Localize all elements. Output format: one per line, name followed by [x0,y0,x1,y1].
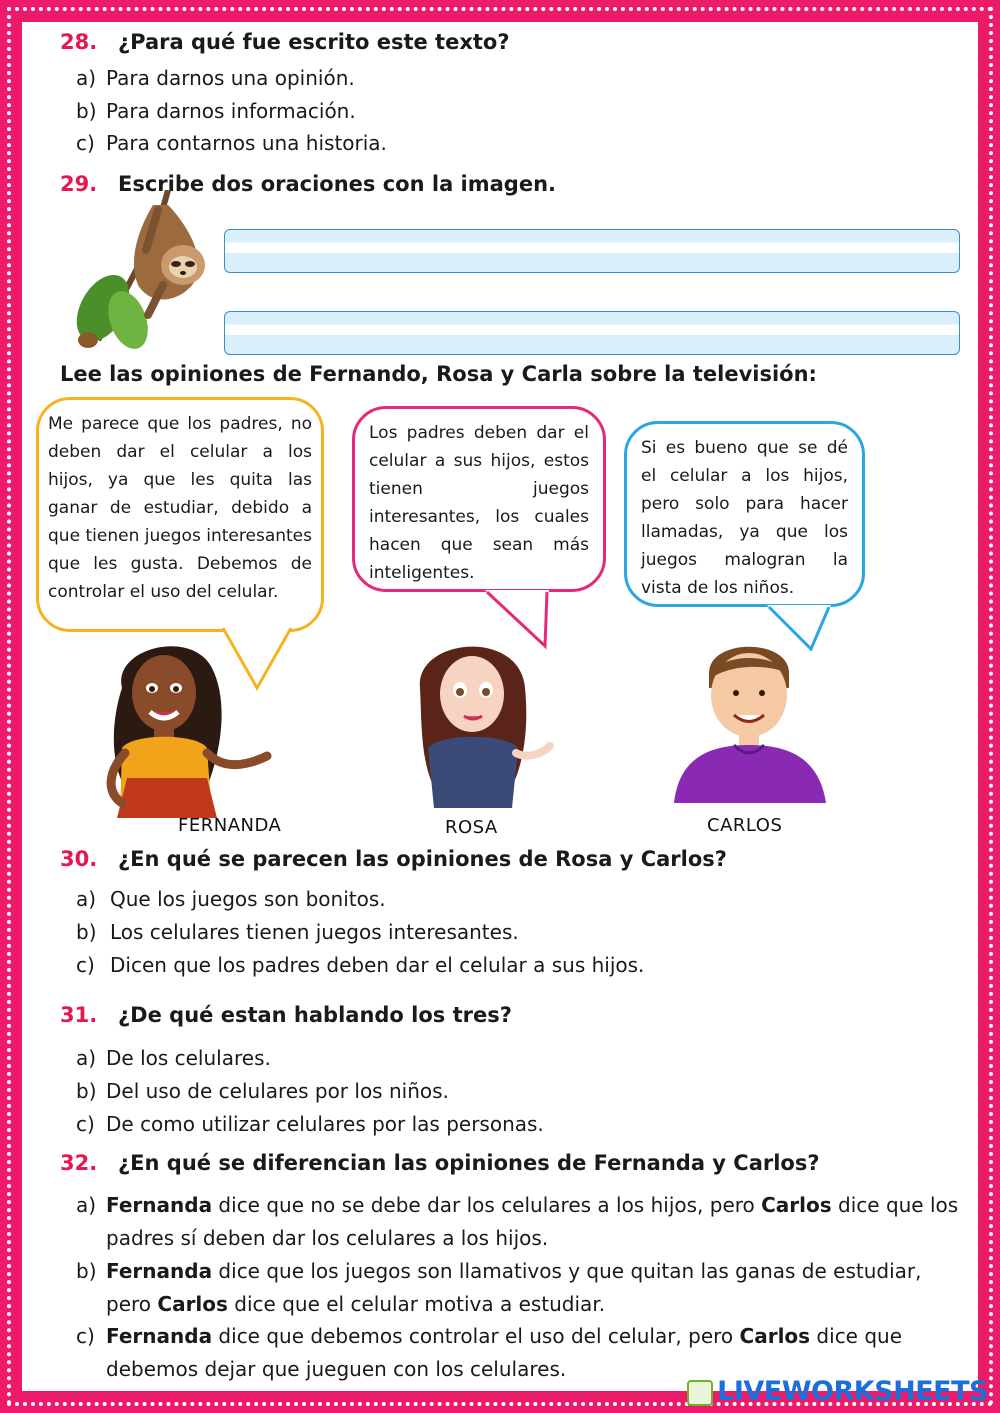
option-text: Para contarnos una historia. [106,131,387,155]
option-letter: a) [76,1193,97,1217]
opinion-bubble-rosa [352,406,606,592]
q30-option-a[interactable] [76,887,386,911]
question-text: ¿De qué estan hablando los tres? [118,1003,512,1027]
option-letter: a) [76,887,97,911]
fernanda-avatar [92,628,272,818]
character-name-carlos: CARLOS [707,815,783,836]
question-text: ¿En qué se diferencian las opiniones de Fernanda y Carlos? [118,1151,820,1175]
name-fernanda: Fernanda [106,1324,213,1348]
question-32 [60,1151,820,1175]
q28-option-a[interactable] [76,66,355,90]
liveworksheets-logo[interactable] [687,1376,988,1407]
rosa-avatar [400,628,560,808]
question-30 [60,847,727,871]
opinion-text: Los padres deben dar el celular a sus hijos, estos tienen juegos interesantes, los cuales hacen que sean más inteligentes. [369,423,589,583]
opinion-text: Me parece que los padres, no deben dar el celular a los hijos, ya que les quita las ganar de estudiar, debido a que tienen juegos interesantes que les gusta. Debemos de controlar el uso del celular. [48,414,312,602]
q28-option-b[interactable] [76,99,356,123]
option-text-part: dice que los juegos son llamativos y que quitan las ganas de estudiar, pero [106,1259,922,1316]
option-text-part: dice que los padres sí deben dar los celulares a los hijos. [106,1193,959,1250]
option-text: Para darnos información. [106,99,356,123]
option-text: De como utilizar celulares por las personas. [106,1112,544,1136]
q30-option-c[interactable] [76,953,644,977]
option-letter: a) [76,1046,97,1070]
q28-option-c[interactable] [76,131,387,155]
name-carlos: Carlos [157,1292,228,1316]
carlos-avatar [664,633,834,805]
question-28 [60,30,510,54]
option-text-part: dice que el celular motiva a estudiar. [227,1292,606,1316]
q32-option-a[interactable] [76,1189,966,1255]
option-text [106,1189,966,1255]
name-carlos: Carlos [761,1193,832,1217]
opinion-text: Si es bueno que se dé el celular a los hijos, pero solo para hacer llamadas, ya que los juegos malogran la vista de los niños. [641,438,848,598]
opinion-bubble-fernanda [36,397,324,632]
option-text: Para darnos una opinión. [106,66,355,90]
option-text: Los celulares tienen juegos interesantes. [110,920,519,944]
question-text: ¿En qué se parecen las opiniones de Rosa y Carlos? [118,847,727,871]
opinion-bubble-carlos [624,421,865,607]
logo-text: LIVEWORKSHEETS [717,1376,988,1407]
option-text: Dicen que los padres deben dar el celular a sus hijos. [110,953,645,977]
name-fernanda: Fernanda [106,1259,213,1283]
liveworksheets-logo-icon [687,1380,713,1406]
option-letter: c) [76,1324,95,1348]
option-text: Que los juegos son bonitos. [110,887,386,911]
option-letter: c) [76,131,95,155]
question-text: ¿Para qué fue escrito este texto? [118,30,510,54]
question-number: 31. [60,1003,98,1027]
option-letter: b) [76,99,97,123]
character-name-rosa: ROSA [445,817,498,838]
question-number: 30. [60,847,98,871]
option-text-part: dice que debemos dejar que jueguen con los celulares. [106,1324,903,1381]
name-fernanda: Fernanda [106,1193,213,1217]
q31-option-a[interactable] [76,1046,271,1070]
q30-option-b[interactable] [76,920,519,944]
answer-field-1[interactable] [224,229,960,273]
q31-option-c[interactable] [76,1112,544,1136]
character-name-fernanda: FERNANDA [178,815,282,836]
option-text: De los celulares. [106,1046,271,1070]
q32-option-b[interactable] [76,1255,966,1321]
question-number: 29. [60,172,98,196]
sloth-on-branch-icon [58,190,218,365]
option-text-part: dice que debemos controlar el uso del celular, pero [212,1324,740,1348]
question-number: 32. [60,1151,98,1175]
question-number: 28. [60,30,98,54]
name-carlos: Carlos [739,1324,811,1348]
question-text: Escribe dos oraciones con la imagen. [118,172,557,196]
question-31 [60,1003,512,1027]
q31-option-b[interactable] [76,1079,449,1103]
option-letter: c) [76,953,95,977]
option-letter: b) [76,1259,97,1283]
section-intro: Lee las opiniones de Fernando, Rosa y Carla sobre la televisión: [60,362,817,386]
option-letter: c) [76,1112,95,1136]
option-letter: a) [76,66,97,90]
answer-field-2[interactable] [224,311,960,355]
option-text: Del uso de celulares por los niños. [106,1079,449,1103]
option-letter: b) [76,1079,97,1103]
option-text [106,1255,966,1321]
option-letter: b) [76,920,97,944]
option-text-part: dice que no se debe dar los celulares a los hijos, pero [212,1193,762,1217]
